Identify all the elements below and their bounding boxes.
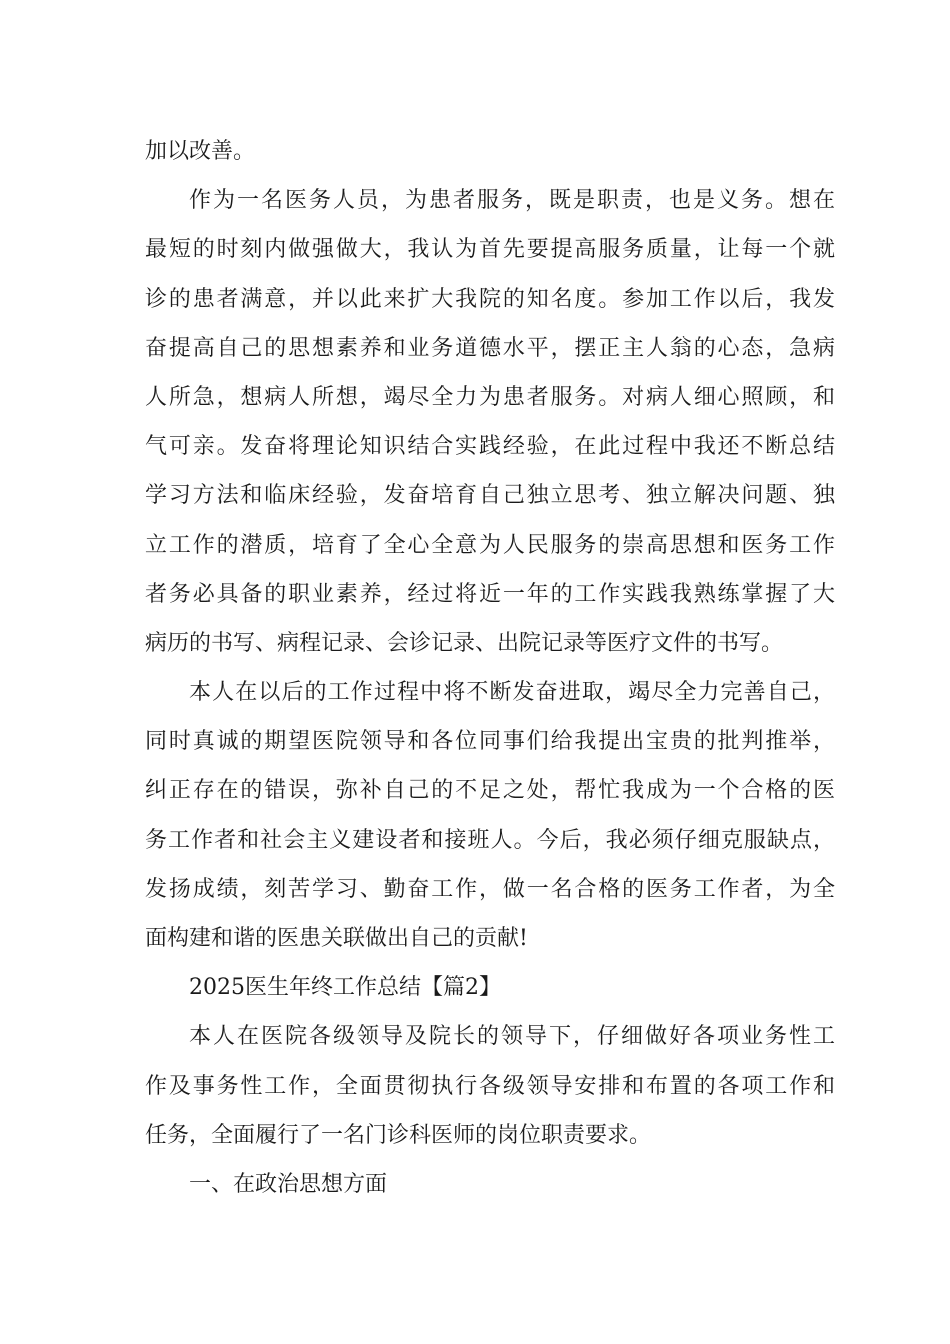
text-line: 面构建和谐的医患关联做出自己的贡献!	[145, 926, 528, 951]
document-body	[145, 127, 835, 1209]
text-line: 纠正存在的错误，弥补自己的不足之处，帮忙我成为一个合格的医	[145, 778, 835, 804]
text-line: 最短的时刻内做强做大，我认为首先要提高服务质量，让每一个就	[145, 237, 835, 263]
text-line: 2025医生年终工作总结【篇2】	[189, 975, 501, 1001]
text-line: 发扬成绩，刻苦学习、勤奋工作，做一名合格的医务工作者，为全	[145, 876, 835, 902]
text-line: 气可亲。发奋将理论知识结合实践经验，在此过程中我还不断总结	[145, 434, 835, 460]
text-line: 学习方法和临床经验，发奋培育自己独立思考、独立解决问题、独	[145, 483, 835, 509]
text-line: 作为一名医务人员，为患者服务，既是职责，也是义务。想在	[189, 188, 835, 214]
text-line: 作及事务性工作，全面贯彻执行各级领导安排和布置的各项工作和	[145, 1073, 835, 1099]
text-line: 同时真诚的期望医院领导和各位同事们给我提出宝贵的批判推举，	[145, 729, 835, 755]
text-line: 诊的患者满意，并以此来扩大我院的知名度。参加工作以后，我发	[145, 286, 835, 312]
text-line: 一、在政治思想方面	[189, 1171, 388, 1197]
text-line: 任务，全面履行了一名门诊科医师的岗位职责要求。	[145, 1122, 652, 1148]
text-line: 立工作的潜质，培育了全心全意为人民服务的崇高思想和医务工作	[145, 532, 835, 558]
text-line: 本人在以后的工作过程中将不断发奋进取，竭尽全力完善自己，	[189, 680, 835, 706]
text-line: 务工作者和社会主义建设者和接班人。今后，我必须仔细克服缺点，	[145, 827, 835, 853]
text-line: 加以改善。	[145, 139, 256, 164]
text-line: 人所急，想病人所想，竭尽全力为患者服务。对病人细心照顾，和	[145, 384, 835, 410]
text-line: 本人在医院各级领导及院长的领导下，仔细做好各项业务性工	[189, 1024, 835, 1050]
text-line: 奋提高自己的思想素养和业务道德水平，摆正主人翁的心态，急病	[145, 335, 835, 361]
text-line: 者务必具备的职业素养，经过将近一年的工作实践我熟练掌握了大	[145, 581, 835, 607]
text-line: 病历的书写、病程记录、会诊记录、出院记录等医疗文件的书写。	[145, 630, 784, 656]
